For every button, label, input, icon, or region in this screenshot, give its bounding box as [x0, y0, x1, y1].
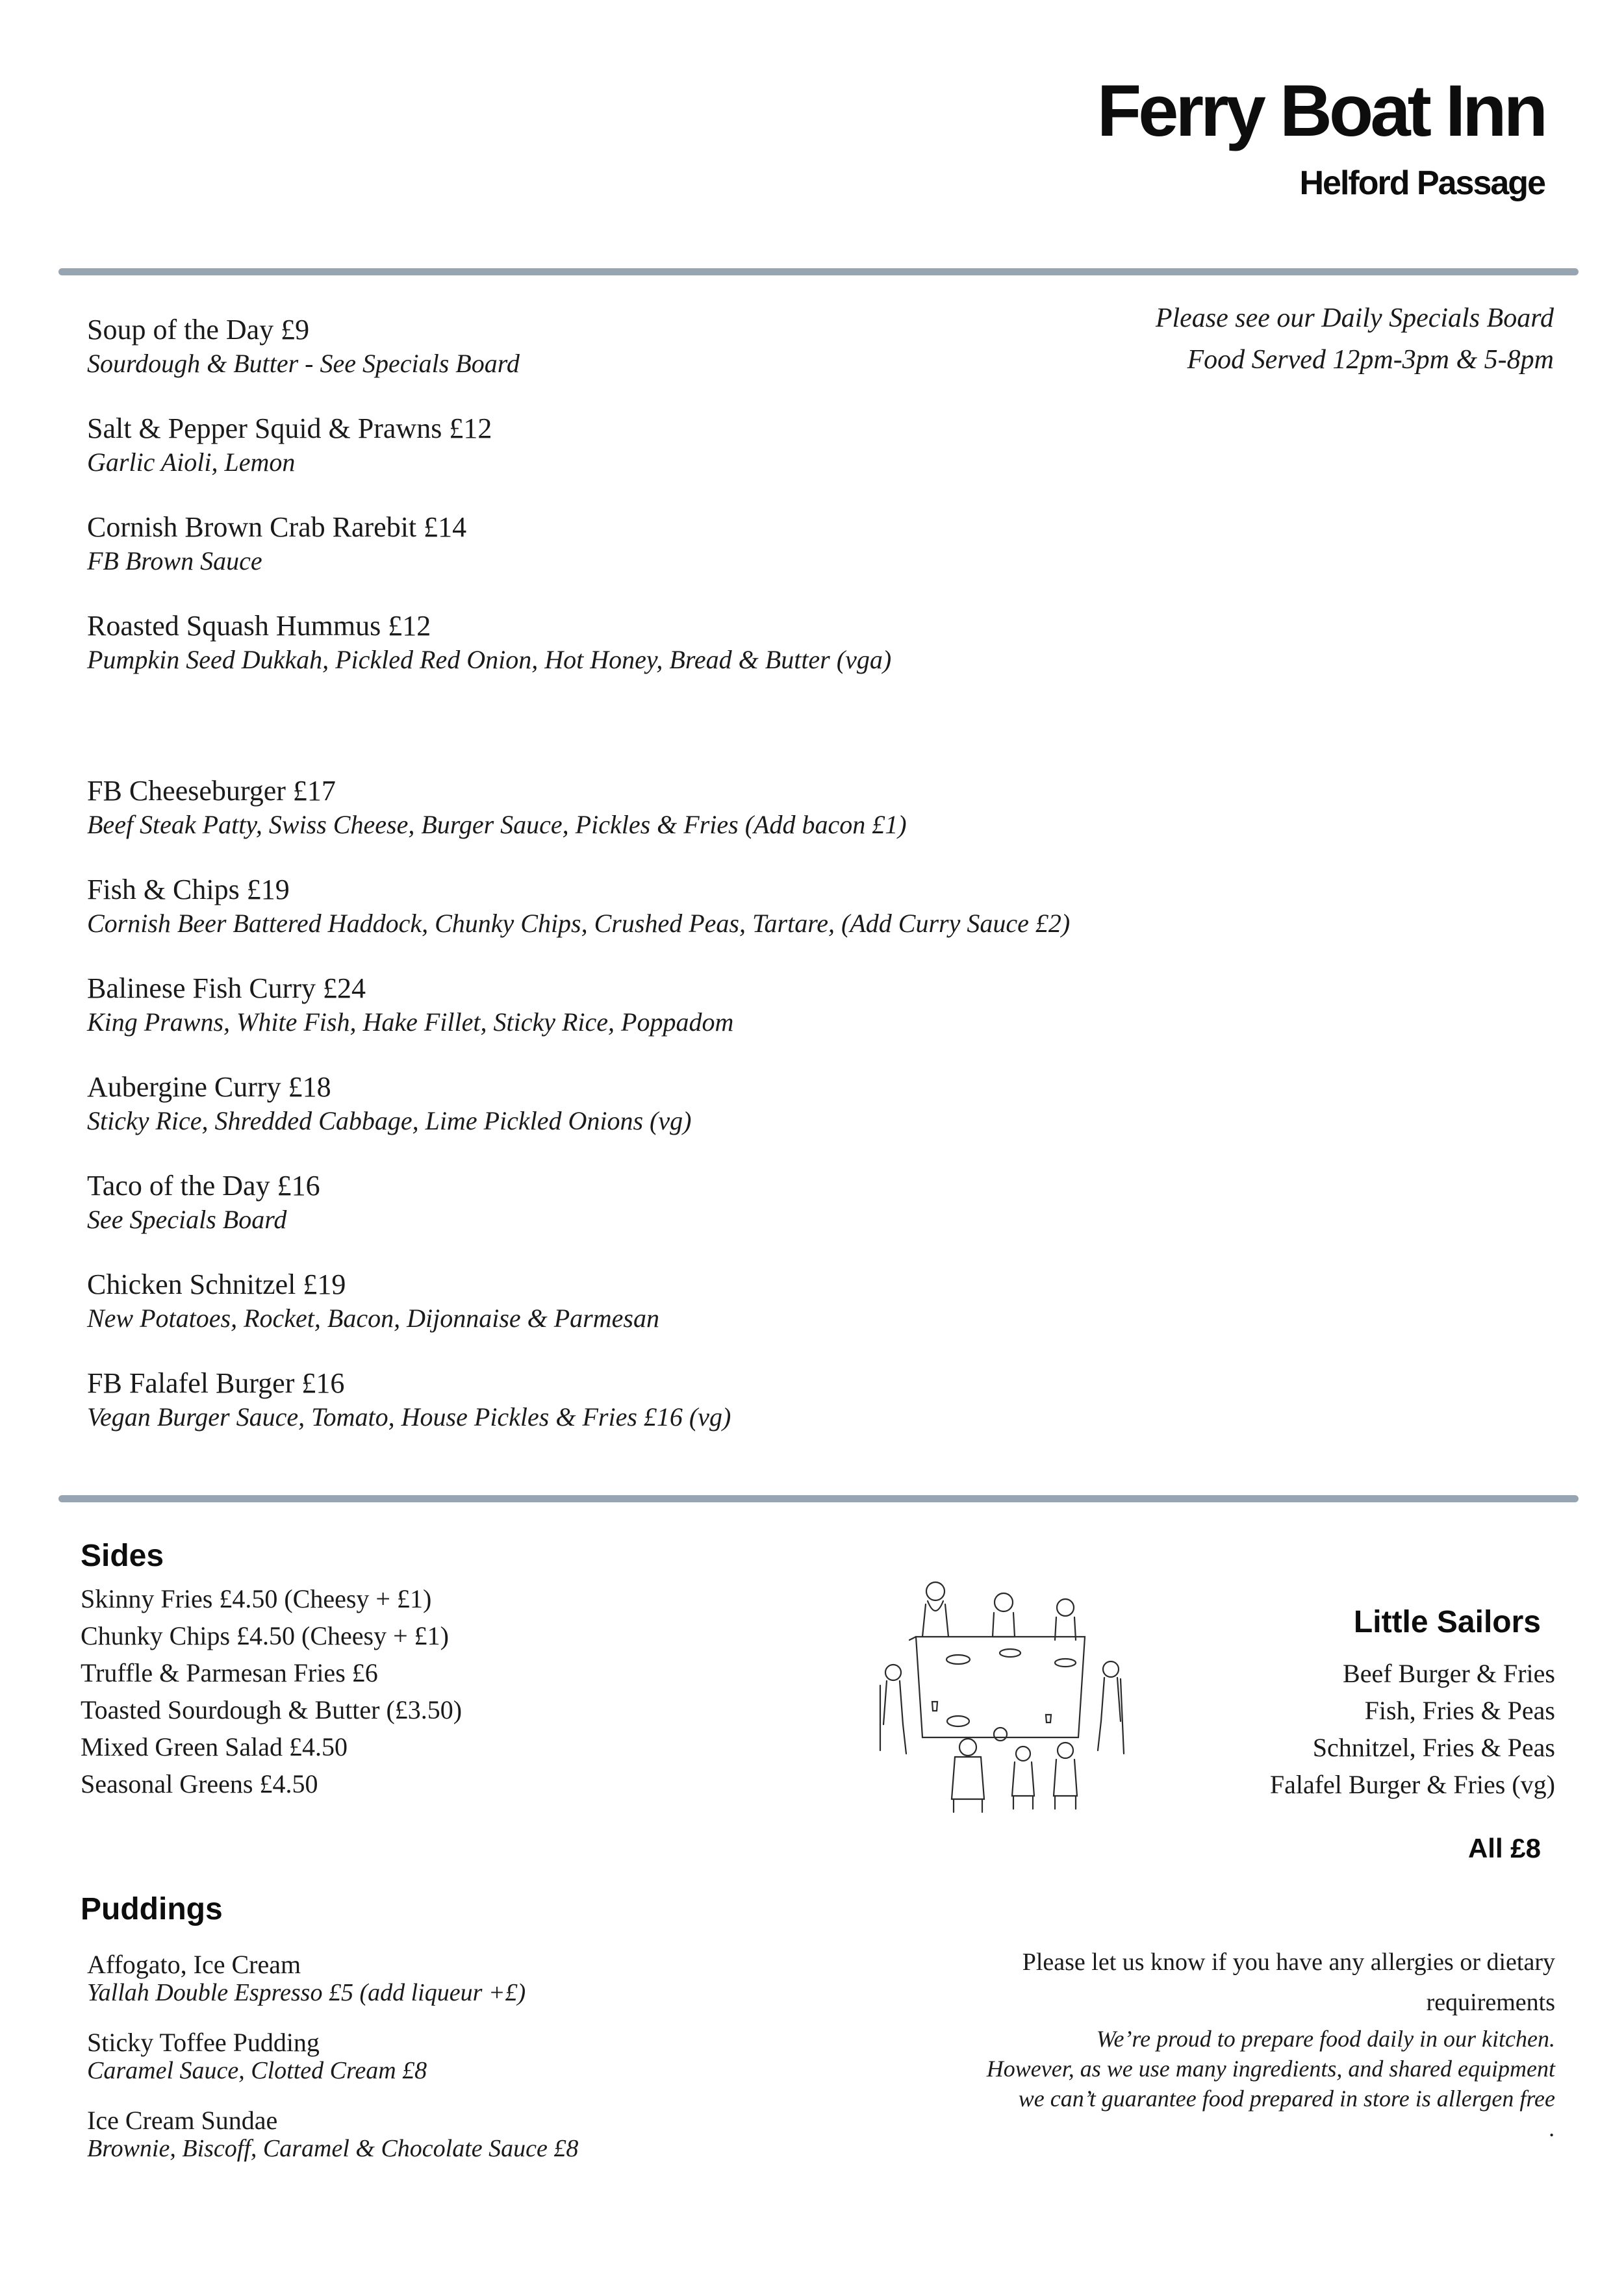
list-item: Falafel Burger & Fries (vg): [1269, 1770, 1555, 1799]
menu-item: [87, 2106, 578, 2162]
menu-item-name: Chicken Schnitzel £19: [87, 1268, 346, 1300]
list-item: Skinny Fries £4.50 (Cheesy + £1): [81, 1584, 432, 1613]
menu-item: [87, 511, 1256, 578]
menu-item: [87, 1367, 1256, 1434]
menu-item-name: FB Falafel Burger £16: [87, 1367, 345, 1399]
disclaimer-line: we can’t guarantee food prepared in store is allergen free: [1018, 2086, 1555, 2112]
menu-item-desc: Brownie, Biscoff, Caramel & Chocolate Sauce £8: [87, 2135, 579, 2162]
menu-item: [87, 1169, 1256, 1237]
menu-item-desc: See Specials Board: [87, 1205, 287, 1234]
menu-item-desc: Vegan Burger Sauce, Tomato, House Pickles & Fries £16 (vg): [87, 1402, 731, 1432]
list-item: Toasted Sourdough & Butter (£3.50): [81, 1695, 463, 1724]
puddings-heading: Puddings: [81, 1892, 223, 1926]
menu-item-name: Salt & Pepper Squid & Prawns £12: [87, 412, 492, 444]
family-dinner-sketch-icon: [870, 1575, 1130, 1815]
menu-item-name: Cornish Brown Crab Rarebit £14: [87, 511, 467, 543]
menu-item-desc: Beef Steak Patty, Swiss Cheese, Burger Sauce, Pickles & Fries (Add bacon £1): [87, 810, 907, 839]
list-item: Truffle & Parmesan Fries £6: [81, 1658, 378, 1687]
menu-item-desc: Pumpkin Seed Dukkah, Pickled Red Onion, Hot Honey, Bread & Butter (vga): [87, 645, 892, 674]
menu-item-desc: Yallah Double Espresso £5 (add liqueur +£): [87, 1979, 526, 2006]
menu-item-desc: Sourdough & Butter - See Specials Board: [87, 349, 520, 378]
menu-item-desc: Cornish Beer Battered Haddock, Chunky Chips, Crushed Peas, Tartare, (Add Curry Sauce £2): [87, 909, 1071, 938]
menu-item: [87, 972, 1256, 1039]
menu-item: [87, 412, 1256, 479]
hours-notice-line: Food Served 12pm-3pm & 5-8pm: [1187, 345, 1554, 375]
list-item: Schnitzel, Fries & Peas: [1312, 1733, 1555, 1762]
disclaimer-line: However, as we use many ingredients, and shared equipment: [986, 2056, 1555, 2082]
menu-item-name: Soup of the Day £9: [87, 314, 310, 346]
specials-notice-line: Please see our Daily Specials Board: [1155, 303, 1554, 333]
puddings-list: [87, 1950, 578, 2162]
allergy-line: Please let us know if you have any allergies or dietary: [1022, 1949, 1555, 1976]
menu-item-desc: Caramel Sauce, Clotted Cream £8: [87, 2057, 427, 2084]
menu-item-name: Aubergine Curry £18: [87, 1071, 331, 1103]
menu-item-name: Taco of the Day £16: [87, 1170, 320, 1202]
menu-item-desc: Sticky Rice, Shredded Cabbage, Lime Pickled Onions (vg): [87, 1106, 692, 1135]
menu-item-desc: New Potatoes, Rocket, Bacon, Dijonnaise & Parmesan: [87, 1304, 659, 1333]
list-item: Seasonal Greens £4.50: [81, 1769, 318, 1798]
menu-item-desc: Garlic Aioli, Lemon: [87, 448, 296, 477]
menu-item: [87, 313, 1256, 381]
menu-item-name: FB Cheeseburger £17: [87, 775, 336, 807]
menu-item-name: Roasted Squash Hummus £12: [87, 610, 431, 642]
list-item: Chunky Chips £4.50 (Cheesy + £1): [81, 1621, 449, 1650]
menu-item-name: Sticky Toffee Pudding: [87, 2028, 320, 2057]
starters-section: [87, 313, 1256, 677]
allergy-notice: [1022, 1942, 1555, 2023]
allergy-line: requirements: [1426, 1989, 1555, 2016]
list-item: Mixed Green Salad £4.50: [81, 1732, 348, 1761]
disclaimer-line: We’re proud to prepare food daily in our kitchen.: [1096, 2026, 1555, 2052]
menu-item: [87, 1070, 1256, 1138]
little-sailors-list: [1270, 1655, 1555, 1803]
menu-item-desc: King Prawns, White Fish, Hake Fillet, Sticky Rice, Poppadom: [87, 1007, 734, 1037]
menu-item-name: Ice Cream Sundae: [87, 2106, 278, 2135]
menu-item: [87, 873, 1256, 940]
little-sailors-heading: Little Sailors: [1353, 1605, 1541, 1639]
menu-item: [87, 774, 1256, 842]
allergen-disclaimer: [987, 2024, 1555, 2143]
menu-item: [87, 1268, 1256, 1335]
disclaimer-line: .: [1549, 2115, 1555, 2141]
list-item: Fish, Fries & Peas: [1364, 1696, 1555, 1725]
menu-item-desc: FB Brown Sauce: [87, 546, 262, 575]
menu-item-name: Fish & Chips £19: [87, 874, 290, 905]
top-divider: [58, 268, 1579, 275]
mains-section: [87, 774, 1256, 1434]
main-menu: [87, 313, 1256, 1434]
sides-list: [81, 1580, 462, 1802]
middle-divider: [58, 1495, 1579, 1502]
menu-item: [87, 2028, 578, 2084]
menu-item-name: Balinese Fish Curry £24: [87, 972, 366, 1004]
menu-item-name: Affogato, Ice Cream: [87, 1950, 301, 1979]
sides-heading: Sides: [81, 1539, 164, 1573]
page-subtitle: Helford Passage: [1299, 164, 1545, 202]
menu-item: [87, 609, 1256, 677]
little-sailors-price: All £8: [1467, 1833, 1541, 1863]
list-item: Beef Burger & Fries: [1343, 1659, 1555, 1688]
page-title: Ferry Boat Inn: [1097, 70, 1545, 151]
menu-item: [87, 1950, 578, 2006]
